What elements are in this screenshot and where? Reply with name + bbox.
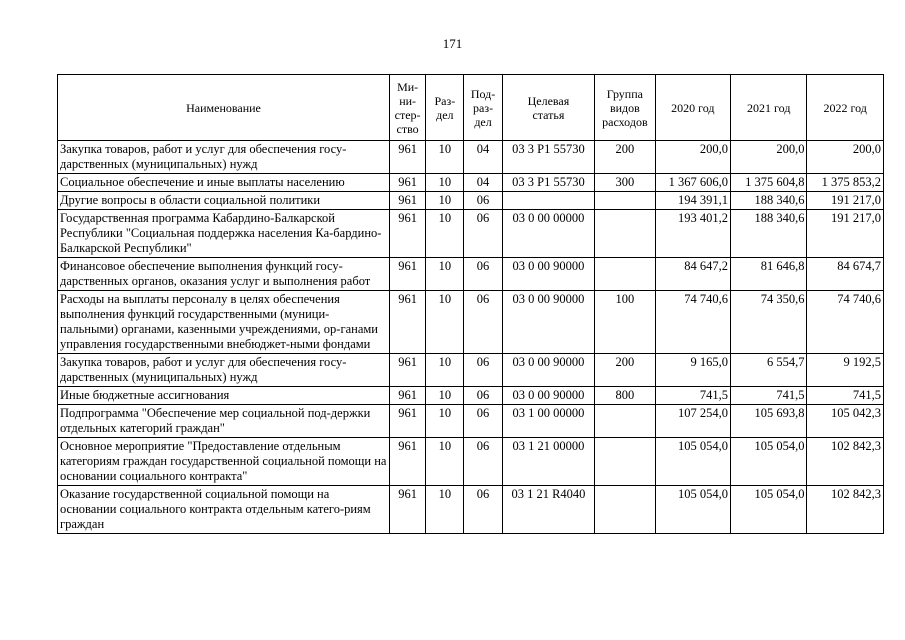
- cell-2020: 107 254,0: [655, 405, 730, 438]
- cell-name: Финансовое обеспечение выполнения функций госу-дарственных органов, оказания услуг и выполнения работ: [58, 258, 390, 291]
- header-ministry: Ми- ни- стер- ство: [390, 75, 426, 141]
- cell-name: Иные бюджетные ассигнования: [58, 387, 390, 405]
- cell-name: Закупка товаров, работ и услуг для обеспечения госу-дарственных (муниципальных) нужд: [58, 141, 390, 174]
- cell-2022: 84 674,7: [807, 258, 884, 291]
- cell-group: 300: [595, 174, 655, 192]
- header-2020: 2020 год: [655, 75, 730, 141]
- cell-subsection: 06: [464, 387, 502, 405]
- cell-target: 03 0 00 90000: [502, 354, 595, 387]
- cell-subsection: 04: [464, 141, 502, 174]
- page-number: 171: [442, 36, 463, 51]
- cell-ministry: 961: [390, 486, 426, 534]
- header-row: [58, 75, 884, 141]
- cell-subsection: 06: [464, 192, 502, 210]
- cell-2022: 102 842,3: [807, 438, 884, 486]
- cell-2022: 9 192,5: [807, 354, 884, 387]
- cell-subsection: 06: [464, 354, 502, 387]
- cell-name: Основное мероприятие "Предоставление отдельным категориям граждан государственной социальной помощи на основании социального контракта": [58, 438, 390, 486]
- cell-2021: 105 693,8: [731, 405, 807, 438]
- header-name: Наименование: [58, 75, 390, 141]
- cell-2021: 741,5: [731, 387, 807, 405]
- cell-2021: 105 054,0: [731, 438, 807, 486]
- cell-2022: 1 375 853,2: [807, 174, 884, 192]
- cell-2020: 1 367 606,0: [655, 174, 730, 192]
- cell-subsection: 06: [464, 438, 502, 486]
- header-group: Группа видов расходов: [595, 75, 655, 141]
- cell-ministry: 961: [390, 405, 426, 438]
- cell-ministry: 961: [390, 258, 426, 291]
- cell-2021: 188 340,6: [731, 210, 807, 258]
- cell-ministry: 961: [390, 291, 426, 354]
- cell-name: Расходы на выплаты персоналу в целях обеспечения выполнения функций государственными (муници-пальными) органами, казенными учреждениями, ор-ганами управления государственными внебюджет-ными фондами: [58, 291, 390, 354]
- cell-ministry: 961: [390, 387, 426, 405]
- table-row: [58, 405, 884, 438]
- table-row: [58, 192, 884, 210]
- cell-ministry: 961: [390, 141, 426, 174]
- cell-target: 03 1 21 00000: [502, 438, 595, 486]
- cell-section: 10: [426, 291, 464, 354]
- cell-target: 03 0 00 90000: [502, 291, 595, 354]
- cell-group: 800: [595, 387, 655, 405]
- cell-ministry: 961: [390, 192, 426, 210]
- table-row: [58, 486, 884, 534]
- cell-group: [595, 486, 655, 534]
- cell-2020: 741,5: [655, 387, 730, 405]
- cell-group: 100: [595, 291, 655, 354]
- table-row: [58, 258, 884, 291]
- cell-target: 03 0 00 90000: [502, 258, 595, 291]
- cell-2021: 74 350,6: [731, 291, 807, 354]
- cell-2021: 200,0: [731, 141, 807, 174]
- cell-ministry: 961: [390, 174, 426, 192]
- cell-target: 03 3 P1 55730: [502, 174, 595, 192]
- table-row: [58, 387, 884, 405]
- header-2021: 2021 год: [731, 75, 807, 141]
- cell-group: [595, 210, 655, 258]
- table-row: [58, 210, 884, 258]
- header-section: Раз- дел: [426, 75, 464, 141]
- cell-subsection: 06: [464, 486, 502, 534]
- cell-section: 10: [426, 486, 464, 534]
- cell-ministry: 961: [390, 438, 426, 486]
- cell-target: 03 3 P1 55730: [502, 141, 595, 174]
- cell-subsection: 06: [464, 291, 502, 354]
- table-row: [58, 438, 884, 486]
- cell-group: [595, 405, 655, 438]
- cell-section: 10: [426, 192, 464, 210]
- cell-section: 10: [426, 210, 464, 258]
- cell-target: 03 0 00 90000: [502, 387, 595, 405]
- cell-2020: 105 054,0: [655, 486, 730, 534]
- cell-name: Другие вопросы в области социальной политики: [58, 192, 390, 210]
- cell-subsection: 04: [464, 174, 502, 192]
- cell-group: [595, 438, 655, 486]
- cell-subsection: 06: [464, 405, 502, 438]
- cell-name: Оказание государственной социальной помощи на основании социального контракта отдельным катего-риям граждан: [58, 486, 390, 534]
- cell-section: 10: [426, 354, 464, 387]
- cell-2021: 1 375 604,8: [731, 174, 807, 192]
- cell-subsection: 06: [464, 210, 502, 258]
- cell-target: 03 1 21 R4040: [502, 486, 595, 534]
- cell-name: Подпрограмма "Обеспечение мер социальной под-держки отдельных категорий граждан": [58, 405, 390, 438]
- cell-section: 10: [426, 405, 464, 438]
- cell-group: [595, 192, 655, 210]
- cell-target: [502, 192, 595, 210]
- table-row: [58, 174, 884, 192]
- cell-2022: 741,5: [807, 387, 884, 405]
- cell-name: Закупка товаров, работ и услуг для обеспечения госу-дарственных (муниципальных) нужд: [58, 354, 390, 387]
- header-subsection: Под- раз- дел: [464, 75, 502, 141]
- cell-2020: 9 165,0: [655, 354, 730, 387]
- cell-2022: 74 740,6: [807, 291, 884, 354]
- cell-section: 10: [426, 387, 464, 405]
- cell-target: 03 0 00 00000: [502, 210, 595, 258]
- table-row: [58, 141, 884, 174]
- cell-section: 10: [426, 258, 464, 291]
- cell-2021: 105 054,0: [731, 486, 807, 534]
- cell-2020: 84 647,2: [655, 258, 730, 291]
- cell-2021: 81 646,8: [731, 258, 807, 291]
- cell-name: Социальное обеспечение и иные выплаты населению: [58, 174, 390, 192]
- cell-2020: 105 054,0: [655, 438, 730, 486]
- cell-2020: 200,0: [655, 141, 730, 174]
- cell-section: 10: [426, 141, 464, 174]
- cell-group: [595, 258, 655, 291]
- cell-2022: 191 217,0: [807, 210, 884, 258]
- cell-ministry: 961: [390, 210, 426, 258]
- cell-2020: 194 391,1: [655, 192, 730, 210]
- cell-2021: 188 340,6: [731, 192, 807, 210]
- cell-2022: 102 842,3: [807, 486, 884, 534]
- cell-target: 03 1 00 00000: [502, 405, 595, 438]
- cell-2020: 74 740,6: [655, 291, 730, 354]
- cell-subsection: 06: [464, 258, 502, 291]
- header-target: Целевая статья: [502, 75, 595, 141]
- cell-name: Государственная программа Кабардино-Балкарской Республики "Социальная поддержка населения Ка-бардино-Балкарской Республики": [58, 210, 390, 258]
- cell-2022: 191 217,0: [807, 192, 884, 210]
- cell-ministry: 961: [390, 354, 426, 387]
- header-2022: 2022 год: [807, 75, 884, 141]
- cell-section: 10: [426, 438, 464, 486]
- cell-2021: 6 554,7: [731, 354, 807, 387]
- cell-2020: 193 401,2: [655, 210, 730, 258]
- cell-section: 10: [426, 174, 464, 192]
- cell-group: 200: [595, 354, 655, 387]
- cell-2022: 105 042,3: [807, 405, 884, 438]
- table-row: [58, 354, 884, 387]
- budget-table: [57, 74, 884, 534]
- cell-2022: 200,0: [807, 141, 884, 174]
- cell-group: 200: [595, 141, 655, 174]
- table-row: [58, 291, 884, 354]
